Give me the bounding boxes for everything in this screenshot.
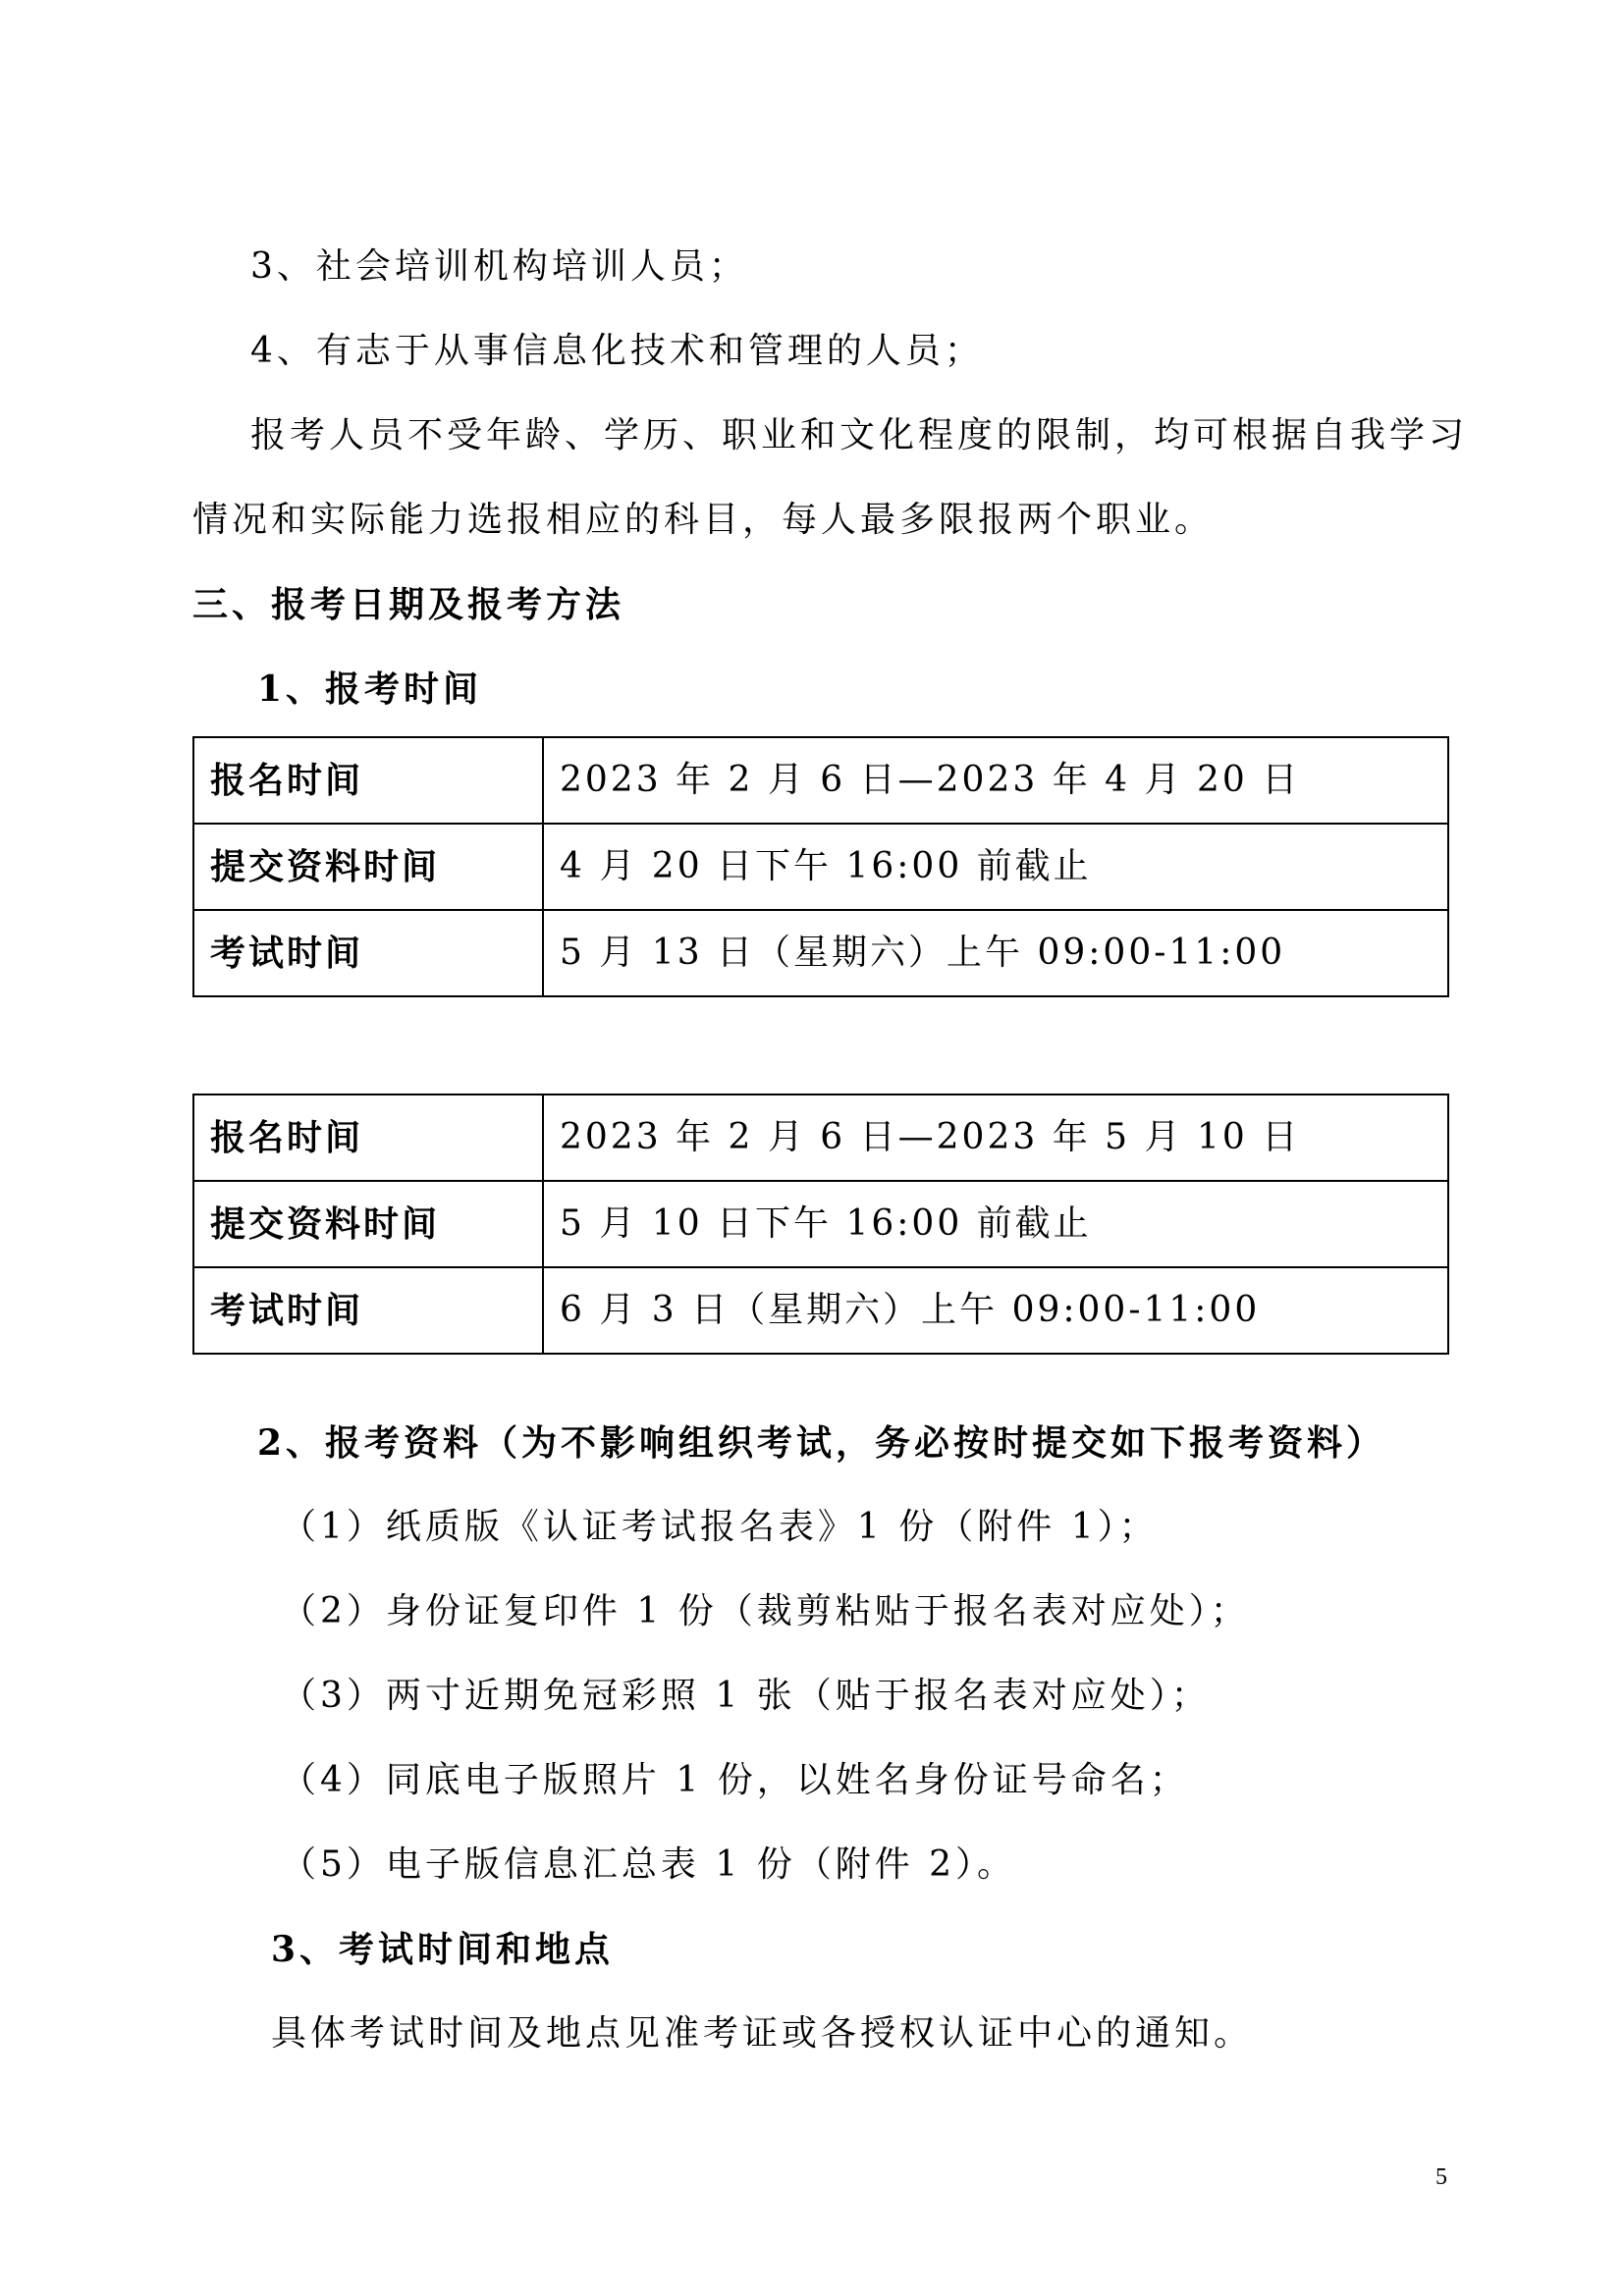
subsection-heading: 2、报考资料（为不影响组织考试，务必按时提交如下报考资料）: [257, 1422, 1386, 1464]
table-cell-label: 提交资料时间: [193, 1181, 543, 1267]
subsection-heading: 1、报考时间: [257, 668, 483, 710]
table-row: [193, 910, 1448, 996]
paragraph-line: 报考人员不受年龄、学历、职业和文化程度的限制，均可根据自我学习: [250, 415, 1469, 455]
list-item: 4、有志于从事信息化技术和管理的人员；: [250, 331, 984, 371]
table-row: [193, 737, 1448, 824]
schedule-table-2: [192, 1094, 1449, 1355]
paragraph-line: 情况和实际能力选报相应的科目，每人最多限报两个职业。: [192, 500, 1215, 540]
table-cell-value: 2023 年 2 月 6 日—2023 年 5 月 10 日: [543, 1095, 1448, 1181]
section-heading: 三、报考日期及报考方法: [192, 584, 625, 625]
list-item: 3、社会培训机构培训人员；: [250, 246, 748, 287]
table-cell-value: 5 月 13 日（星期六）上午 09:00-11:00: [543, 910, 1448, 996]
table-row: [193, 1181, 1448, 1267]
table-cell-label: 报名时间: [193, 737, 543, 824]
paragraph-line: 具体考试时间及地点见准考证或各授权认证中心的通知。: [271, 2013, 1254, 2054]
schedule-table-1: [192, 736, 1449, 997]
list-item: （2）身份证复印件 1 份（裁剪粘贴于报名表对应处）；: [281, 1591, 1250, 1631]
subsection-heading: 3、考试时间和地点: [271, 1929, 615, 1970]
table-cell-label: 报名时间: [193, 1095, 543, 1181]
list-item: （5）电子版信息汇总表 1 份（附件 2）。: [281, 1844, 1017, 1885]
page-number: 5: [1435, 2164, 1447, 2190]
table-cell-value: 6 月 3 日（星期六）上午 09:00-11:00: [543, 1267, 1448, 1354]
list-item: （1）纸质版《认证考试报名表》1 份（附件 1）；: [281, 1507, 1159, 1547]
table-cell-label: 考试时间: [193, 1267, 543, 1354]
table-cell-label: 考试时间: [193, 910, 543, 996]
table-cell-value: 2023 年 2 月 6 日—2023 年 4 月 20 日: [543, 737, 1448, 824]
table-cell-value: 4 月 20 日下午 16:00 前截止: [543, 824, 1448, 910]
table-cell-label: 提交资料时间: [193, 824, 543, 910]
table-row: [193, 824, 1448, 910]
table-row: [193, 1267, 1448, 1354]
table-row: [193, 1095, 1448, 1181]
list-item: （4）同底电子版照片 1 份，以姓名身份证号命名；: [281, 1760, 1189, 1800]
table-cell-value: 5 月 10 日下午 16:00 前截止: [543, 1181, 1448, 1267]
list-item: （3）两寸近期免冠彩照 1 张（贴于报名表对应处）；: [281, 1676, 1211, 1716]
